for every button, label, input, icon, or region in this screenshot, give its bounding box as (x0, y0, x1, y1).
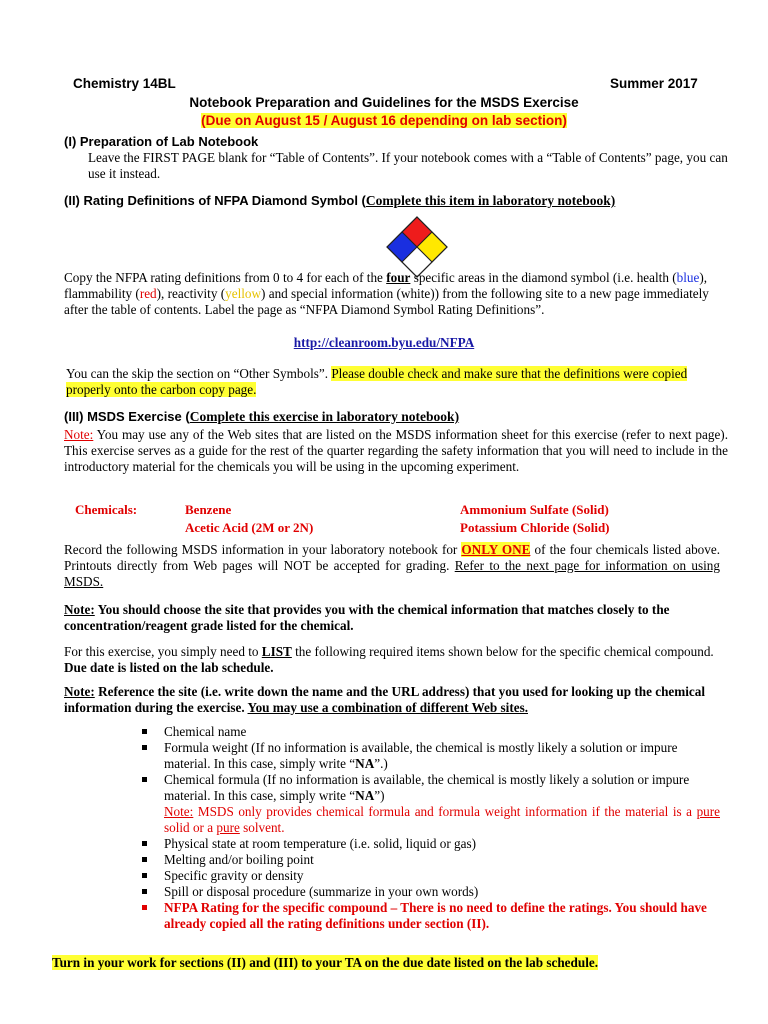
due-date-note: Due date is listed on the lab schedule. (64, 660, 274, 675)
bullet-icon (142, 905, 147, 910)
formula-note-text-b: solid or a (164, 820, 217, 835)
four-emphasis: four (386, 270, 411, 285)
list-item (140, 772, 720, 804)
section-2-heading-link: Complete this item in laboratory notebook) (365, 193, 616, 208)
pure-word: pure (216, 820, 240, 835)
item-physical-state: Physical state at room temperature (i.e. solid, liquid or gas) (164, 836, 477, 851)
list-instructions (64, 644, 728, 676)
nfpa-text-c: ), flammability ( (64, 270, 708, 301)
bullet-icon (142, 777, 147, 782)
note-2-text: You should choose the site that provides you with the chemical information that matches closely to the concentration/reagent grade listed for the chemical. (64, 602, 670, 633)
double-check-highlight-2: properly onto the carbon copy page. (66, 382, 257, 397)
note-3-text: Reference the site (i.e. write down the name and the URL address) that you used for looking up the chemical information during the exercise. (64, 684, 706, 715)
formula-note (140, 804, 720, 836)
yellow-word: yellow (225, 286, 262, 301)
section-3-heading (64, 409, 459, 425)
item-chemical-formula: Chemical formula (If no information is available, the chemical is mostly likely a solution or impure material. In this case, simply write “ (164, 772, 690, 803)
nfpa-text-b: specific areas in the diamond symbol (i.e. health ( (410, 270, 677, 285)
record-text-b: of the four chemicals listed above. Printouts directly from Web pages will NOT be accepted for grading. (64, 542, 720, 573)
document-title: Notebook Preparation and Guidelines for the MSDS Exercise (189, 95, 579, 110)
section-3-heading-prefix: (III) MSDS Exercise ( (64, 409, 190, 424)
section-2-heading-prefix: (II) Rating Definitions of NFPA Diamond Symbol ( (64, 193, 366, 208)
bullet-icon (142, 857, 147, 862)
chemical-benzene: Benzene (185, 502, 232, 517)
na-emphasis: NA (355, 788, 375, 803)
site-choice-note (64, 602, 728, 634)
due-text: (Due on August 15 / August 16 depending on lab section) (201, 113, 567, 128)
red-word: red (139, 286, 157, 301)
other-symbols-text: You can the skip the section on “Other Symbols”. (66, 366, 332, 381)
section-3-note-text: You may use any of the Web sites that are listed on the MSDS information sheet for this exercise (refer to next page). This exercise serves as a guide for the rest of the quarter regarding the safety information that you will need to include in the introductory material for the chemicals you will be using in the upcoming experiment. (64, 427, 728, 474)
note-3-label: Note: (64, 684, 95, 699)
section-2-heading (64, 193, 615, 209)
bullet-icon (142, 745, 147, 750)
term: Summer 2017 (610, 76, 698, 91)
due-line (0, 112, 768, 130)
list-item (140, 884, 720, 900)
other-symbols-note (66, 366, 736, 398)
section-3-note (64, 427, 728, 475)
formula-note-text-c: solvent. (239, 820, 285, 835)
section-1-text: Leave the FIRST PAGE blank for “Table of Contents”. If your notebook comes with a “Table of Contents” page, you can use it instead. (88, 150, 728, 181)
list-item (140, 852, 720, 868)
item-specific-gravity: Specific gravity or density (164, 868, 304, 883)
list-text-b: the following required items shown below for the specific chemical compound. (291, 644, 714, 659)
double-check-highlight-1: Please double check and make sure that the definitions were copied (331, 366, 688, 381)
record-instructions (64, 542, 720, 590)
chemical-potassium-chloride: Potassium Chloride (Solid) (460, 520, 610, 535)
list-item (140, 740, 720, 772)
item-chemical-formula-end: ”) (374, 788, 385, 803)
list-item (140, 724, 720, 740)
item-formula-weight-end: ”.) (374, 756, 388, 771)
bullet-icon (142, 889, 147, 894)
na-emphasis: NA (355, 756, 375, 771)
list-text-a: For this exercise, you simply need to (64, 644, 262, 659)
item-formula-weight: Formula weight (If no information is available, the chemical is mostly likely a solution or impure material. In this case, simply write “ (164, 740, 678, 771)
list-item (140, 900, 720, 932)
nfpa-text-d: ), reactivity ( (156, 286, 226, 301)
only-one-highlight: ONLY ONE (461, 542, 531, 557)
combination-sites-note: You may use a combination of different Web sites. (247, 700, 528, 715)
course-title: Chemistry 14BL (73, 76, 176, 91)
chemicals-label: Chemicals: (75, 502, 138, 517)
list-emphasis: LIST (261, 644, 292, 659)
nfpa-instructions (64, 270, 728, 318)
pure-word: pure (696, 804, 720, 819)
footer-highlight: Turn in your work for sections (II) and (III) to your TA on the due date listed on the lab schedule. (52, 955, 599, 970)
record-text-a: Record the following MSDS information in your laboratory notebook for (64, 542, 462, 557)
section-3-heading-link: Complete this exercise in laboratory notebook) (189, 409, 460, 424)
blue-word: blue (676, 270, 700, 285)
formula-note-label: Note: (164, 804, 194, 819)
nfpa-text-a: Copy the NFPA rating definitions from 0 to 4 for each of the (64, 270, 387, 285)
reference-note (64, 684, 728, 716)
note-label: Note: (64, 427, 94, 442)
refer-next-page-link: Refer to the next page for information on using MSDS. (64, 558, 720, 589)
item-chemical-name: Chemical name (164, 724, 247, 739)
item-nfpa-rating: NFPA Rating for the specific compound – There is no need to define the ratings. You should have already copied all the rating definitions under section (II). (164, 900, 707, 931)
bullet-icon (142, 873, 147, 878)
nfpa-url-link[interactable]: http://cleanroom.byu.edu/NFPA (293, 335, 475, 350)
item-spill-disposal: Spill or disposal procedure (summarize in your own words) (164, 884, 479, 899)
nfpa-text-e: ) and special information (white)) from the following site to a new page immediately after the table of contents. Label the page as “NFPA Diamond Symbol Rating Definitions”. (64, 286, 709, 317)
note-2-label: Note: (64, 602, 95, 617)
bullet-icon (142, 841, 147, 846)
list-item (140, 836, 720, 852)
required-items-list (140, 724, 720, 932)
section-1-heading: (I) Preparation of Lab Notebook (64, 134, 259, 149)
chemical-acetic-acid: Acetic Acid (2M or 2N) (185, 520, 314, 535)
bullet-icon (142, 729, 147, 734)
list-item (140, 868, 720, 884)
formula-note-text-a: MSDS only provides chemical formula and formula weight information if the material is a (193, 804, 697, 819)
chemical-ammonium-sulfate: Ammonium Sulfate (Solid) (460, 502, 609, 517)
footer-instruction (52, 955, 598, 971)
item-melting-boiling: Melting and/or boiling point (164, 852, 314, 867)
